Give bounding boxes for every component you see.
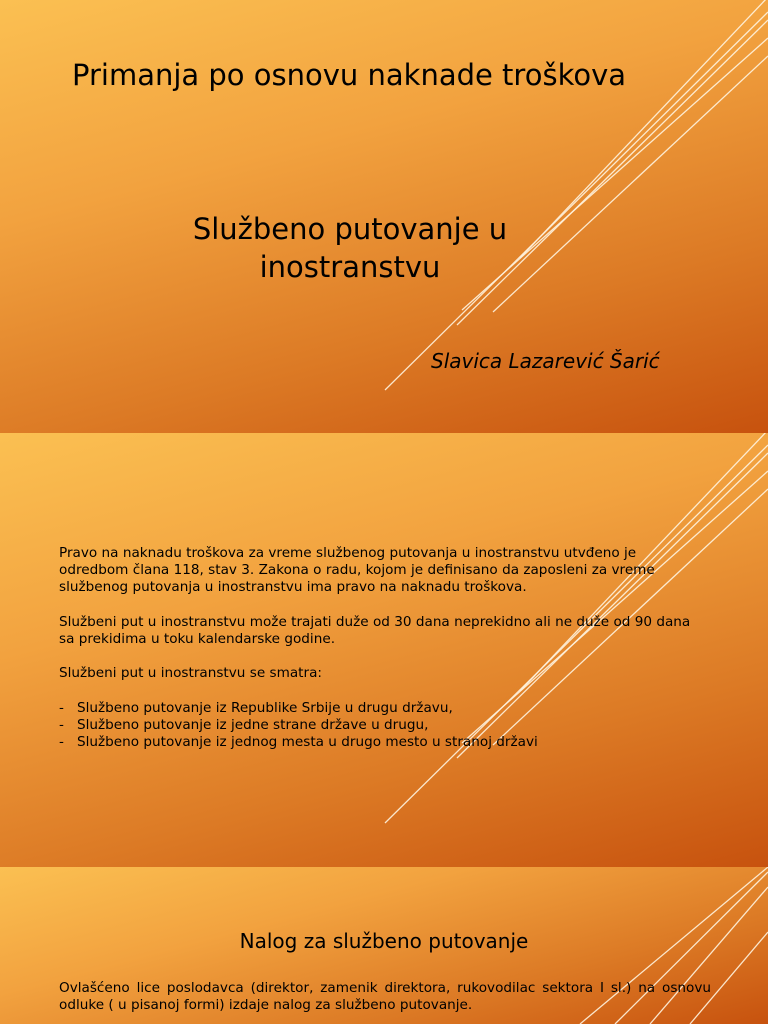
slide-title: Primanja po osnovu naknade troškova bbox=[71, 58, 627, 92]
slide-3 bbox=[0, 867, 768, 1024]
slide-2 bbox=[0, 433, 768, 867]
slide-title: Nalog za službeno putovanje bbox=[239, 929, 529, 953]
paragraph: Službeni put u inostranstvu se smatra: bbox=[59, 665, 322, 682]
slide-1 bbox=[0, 0, 768, 433]
list-item: - Službeno putovanje iz jedne strane države u drugu, bbox=[59, 717, 699, 734]
slide-subtitle: Službeno putovanje u inostranstvu bbox=[192, 212, 508, 284]
bullet-list bbox=[59, 700, 699, 752]
slide-body bbox=[59, 545, 699, 751]
paragraph: Službeni put u inostranstvu može trajati duže od 30 dana neprekidno ali ne duže od 90 dana sa prekidima u toku kalendarske godine. bbox=[59, 613, 691, 647]
author-name: Slavica Lazarević Šarić bbox=[431, 349, 660, 373]
list-item: - Službeno putovanje iz Republike Srbije u drugu državu, bbox=[59, 700, 699, 717]
list-item: - Službeno putovanje iz jednog mesta u drugo mesto u stranoj državi bbox=[59, 734, 699, 751]
paragraph: Pravo na naknadu troškova za vreme službenog putovanja u inostranstvu utvđeno je odredbom člana 118, stav 3. Zakona o radu, kojom je definisano da zaposleni za vreme službenog putovanja u inostranstvu ima pravo na naknadu troškova. bbox=[59, 545, 655, 596]
slide-body: Ovlašćeno lice poslodavca (direktor, zamenik direktora, rukovodilac sektora I sl.) na osnovu odluke ( u pisanoj formi) izdaje nalog za službeno putovanje. bbox=[59, 980, 711, 1014]
